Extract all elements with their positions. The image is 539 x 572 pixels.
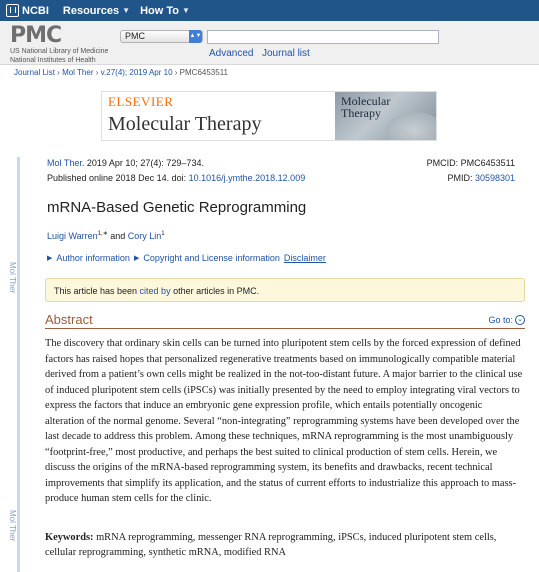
author-link[interactable]: Luigi Warren <box>47 231 98 241</box>
citation-details: . 2019 Apr 10; 27(4): 729–734. <box>81 158 204 168</box>
article-title: mRNA-Based Genetic Reprogramming <box>47 199 307 216</box>
author-affiliation-sup: 1 <box>161 231 165 237</box>
chevron-updown-icon: ▲▼ <box>189 30 202 43</box>
publisher-logo: ELSEVIER <box>108 94 174 109</box>
breadcrumb-issue[interactable]: v.27(4); 2019 Apr 10 <box>100 68 173 77</box>
abstract-text: The discovery that ordinary skin cells can be turned into pluripotent stem cells by the forced expression of defined factors has raised hopes that personalized regenerative treatments based on immunologically compatible material derived from a patient’s own cells might be realized in the not-too-distant future. A major barrier to the clinical use of induced pluripotent stem cells (iPSCs) was initially presented by the need to employ integrating viral vectors to express the factors that induce an embryonic gene expression profile, which entails potentially oncogenic alteration of the normal genome. Several “non-integrating” reprogramming systems have been developed over the last decade to address this problem. Among these techniques, mRNA reprogramming is the most unambiguously “footprint-free,” most productive, and perhaps the best suited to clinical production of stem cells. Herein, we discuss the origins of the mRNA-based reprogramming system, its benefits and drawbacks, recent technical improvements that simplify its application, and the status of current efforts to industrialize this approach to mass-produce human stem cells for the clinic. <box>45 338 523 504</box>
resources-menu-label: Resources <box>62 4 120 17</box>
pmc-logo-sub1: US National Library of Medicine <box>10 48 109 55</box>
database-select-value: PMC <box>125 31 145 41</box>
journal-banner[interactable] <box>101 91 437 141</box>
pmc-logo-text: PMC <box>10 23 62 48</box>
chevron-down-icon: ▼ <box>122 6 131 15</box>
journal-side-rail <box>17 157 20 572</box>
journal-link[interactable]: Mol Ther <box>47 158 82 168</box>
search-input[interactable] <box>207 30 439 44</box>
doi-link[interactable]: 10.1016/j.ymthe.2018.12.009 <box>188 173 306 183</box>
cover-title-line1: Molecular <box>341 94 391 108</box>
journal-list-link[interactable]: Journal list <box>262 48 310 59</box>
pmid-label: PMID: <box>447 173 475 183</box>
how-to-menu-label: How To <box>140 4 179 17</box>
ncbi-logo-text: NCBI <box>22 4 49 17</box>
journal-cover-image <box>335 92 436 140</box>
article-info-links <box>47 253 326 263</box>
pmid-line <box>447 173 515 183</box>
journal-name: Molecular Therapy <box>108 113 262 135</box>
abstract-heading: Abstract <box>45 312 93 327</box>
breadcrumb-separator: › <box>57 68 60 77</box>
rail-label-top[interactable]: Mol Ther <box>8 262 17 294</box>
disclaimer-link[interactable]: Disclaimer <box>283 253 326 263</box>
citation-line <box>47 158 204 168</box>
advanced-search-link[interactable]: Advanced <box>209 48 254 59</box>
pmc-header <box>0 21 539 65</box>
pmcid: PMCID: PMC6453511 <box>426 158 515 168</box>
chevron-down-icon: ▼ <box>181 6 190 15</box>
resources-menu[interactable] <box>63 5 130 17</box>
published-label: Published online 2018 Dec 14. doi: <box>47 173 189 183</box>
keywords-list: mRNA reprogramming, messenger RNA reprogramming, iPSCs, induced pluripotent stem cells, cellular reprogramming, synthetic mRNA, modified RNA <box>45 532 497 558</box>
rail-label-bottom[interactable]: Mol Ther <box>8 510 17 542</box>
cited-by-post: other articles in PMC. <box>170 286 260 296</box>
pmc-logo-sub2: National Institutes of Health <box>10 57 96 64</box>
author-separator: and <box>107 231 128 241</box>
breadcrumb-current: PMC6453511 <box>179 68 228 77</box>
author-information-link[interactable]: Author information <box>56 253 130 263</box>
keywords <box>45 530 523 560</box>
cited-by-link[interactable]: cited by <box>139 286 171 296</box>
pmc-logo[interactable] <box>10 25 108 65</box>
copyright-link[interactable]: Copyright and License information <box>143 253 280 263</box>
triangle-right-icon: ▶ <box>47 255 53 262</box>
database-select[interactable] <box>120 30 203 43</box>
banner-text-area <box>102 92 335 140</box>
how-to-menu[interactable] <box>140 5 190 17</box>
goto-label: Go to: <box>488 315 513 325</box>
abstract-header <box>45 311 525 329</box>
cited-by-notice <box>45 278 525 302</box>
author-list <box>47 230 165 241</box>
breadcrumb-separator: › <box>95 68 99 77</box>
keywords-label: Keywords: <box>45 532 94 543</box>
cited-by-pre: This article has been <box>54 286 140 296</box>
cover-title-line2: Therapy <box>341 106 381 120</box>
published-line <box>47 173 305 183</box>
ncbi-logo-icon <box>6 4 19 17</box>
breadcrumb-journal-list[interactable]: Journal List <box>14 68 55 77</box>
author-link[interactable]: Cory Lin <box>127 231 162 241</box>
breadcrumb-separator: › <box>174 68 178 77</box>
breadcrumb <box>14 68 228 77</box>
chevron-down-circle-icon: ⌄ <box>515 315 525 325</box>
author-affiliation-sup: 1,∗ <box>97 231 108 237</box>
goto-menu[interactable] <box>488 315 525 325</box>
breadcrumb-journal[interactable]: Mol Ther <box>62 68 94 77</box>
pmid-link[interactable]: 30598301 <box>474 173 515 183</box>
ncbi-top-bar <box>0 0 539 21</box>
ncbi-logo[interactable] <box>6 4 49 17</box>
triangle-right-icon: ▶ <box>133 255 140 262</box>
